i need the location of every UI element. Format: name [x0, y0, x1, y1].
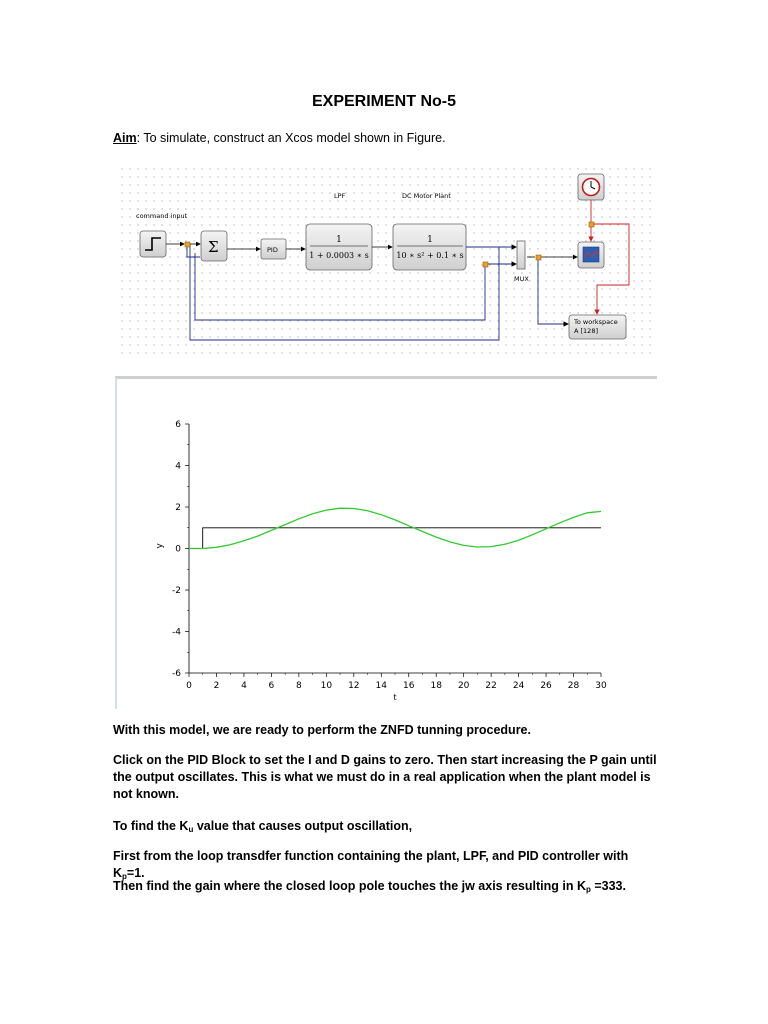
paragraph-5-b: =333. — [590, 879, 626, 893]
x-tick-label: 10 — [320, 681, 333, 691]
x-tick-label: 18 — [430, 681, 442, 691]
y-tick-label: -6 — [172, 669, 181, 679]
sigma-icon: Σ — [208, 238, 219, 256]
split-points — [185, 222, 594, 267]
x-tick-label: 6 — [268, 681, 275, 691]
plot-axes — [189, 424, 601, 673]
x-tick-label: 16 — [403, 681, 415, 691]
paragraph-3-a: To find the K — [113, 819, 189, 833]
paragraph-3-b: value that causes output oscillation, — [193, 819, 413, 833]
workspace-line-1: To workspace — [574, 318, 618, 326]
series-line-2 — [189, 508, 601, 548]
paragraph-2: Click on the PID Block to set the I and D gains to zero. Then start increasing the P gain until the output oscillates. This is what we must do in a real application when the plant model is not known. — [113, 753, 657, 801]
lpf-numerator: 1 — [336, 235, 342, 245]
paragraph-4-sub: p — [122, 872, 127, 881]
x-tick-label: 22 — [485, 681, 497, 691]
y-axis-label: y — [155, 543, 165, 549]
y-tick-label: -4 — [172, 627, 181, 638]
y-tick-label: 0 — [175, 544, 181, 555]
paragraph-4-a: First from the loop transdfer function containing the plant, LPF, and PID controller with K — [113, 849, 629, 880]
paragraph-5-sub: p — [585, 885, 591, 894]
mux-label: MUX — [514, 275, 529, 283]
y-tick-label: -2 — [172, 586, 181, 596]
xcos-diagram — [118, 165, 655, 357]
scope-block[interactable] — [578, 242, 604, 268]
lpf-label: LPF — [334, 192, 346, 200]
paragraph-3-sub: u — [188, 825, 194, 834]
mux-block[interactable] — [514, 241, 529, 283]
y-tick-label: 6 — [175, 420, 181, 430]
plot-ticks — [172, 420, 607, 691]
paragraph-5 — [113, 878, 658, 898]
command-input-label: command input — [136, 212, 188, 220]
plot-series — [189, 508, 601, 548]
sum-block[interactable] — [201, 231, 227, 261]
aim-label: Aim — [113, 131, 137, 145]
xcos-diagram-canvas — [118, 165, 655, 357]
feedback-links — [187, 244, 568, 340]
pid-block-label: PID — [267, 246, 278, 254]
x-tick-label: 12 — [348, 681, 360, 691]
to-workspace-block[interactable] — [569, 315, 626, 339]
plant-denominator: 10 ∗ s² + 0.1 ∗ s — [396, 251, 464, 260]
x-tick-label: 30 — [595, 681, 607, 691]
x-tick-label: 0 — [186, 681, 192, 691]
step-input-block[interactable] — [140, 231, 166, 257]
paragraph-1: With this model, we are ready to perform the ZNFD tunning procedure. — [113, 723, 531, 737]
paragraph-5-a: Then find the gain where the closed loop pole touches the jw axis resulting in K — [113, 879, 586, 893]
page-title: EXPERIMENT No-5 — [311, 93, 456, 110]
scope-screen-icon — [583, 247, 599, 262]
x-tick-label: 14 — [375, 681, 387, 691]
paragraph-4-b: =1. — [126, 866, 145, 880]
plot-canvas — [117, 379, 657, 709]
workspace-line-2: A [128] — [574, 327, 598, 335]
y-tick-label: 4 — [175, 461, 181, 472]
lpf-denominator: 1 + 0.0003 ∗ s — [309, 251, 369, 260]
x-axis-label: t — [393, 693, 397, 702]
x-tick-label: 8 — [295, 681, 302, 691]
aim-statement — [113, 131, 446, 145]
pid-block[interactable] — [261, 239, 286, 259]
plant-numerator: 1 — [427, 235, 433, 245]
x-tick-label: 2 — [213, 681, 220, 691]
x-tick-label: 26 — [540, 681, 552, 691]
dc-motor-label: DC Motor Plant — [402, 192, 451, 200]
clock-block[interactable] — [578, 174, 604, 200]
x-tick-label: 20 — [457, 681, 470, 691]
x-tick-label: 4 — [241, 681, 247, 691]
simulation-plot — [115, 376, 657, 709]
plant-transfer-function-block[interactable] — [393, 224, 466, 270]
aim-text: : To simulate, construct an Xcos model shown in Figure. — [136, 131, 446, 145]
x-tick-label: 28 — [567, 681, 580, 691]
x-tick-label: 24 — [512, 681, 525, 691]
lpf-transfer-function-block[interactable] — [306, 224, 372, 270]
paragraph-3 — [113, 818, 658, 838]
y-tick-label: 2 — [175, 503, 181, 513]
